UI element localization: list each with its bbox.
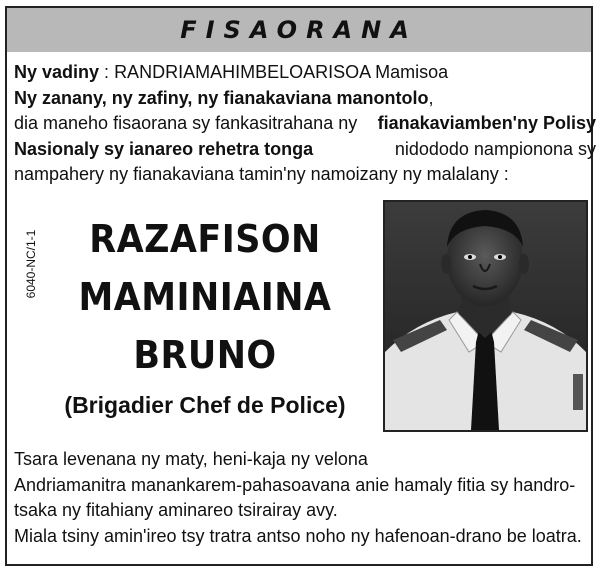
spouse-label: Ny vadiny [14,62,100,82]
deceased-rank: (Brigadier Chef de Police) [64,392,346,418]
closing-line-3: tsaka ny fitahiany aminareo tsirairay avy. [14,500,338,520]
intro-line-5: nampahery ny fianakaviana tamin'ny namoizany ny malalany : [14,164,509,184]
deceased-name-line-3: BRUNO [133,333,277,377]
deceased-name-line-1: RAZAFISON [89,217,321,261]
deceased-name-line-2: MAMINIAINA [78,275,332,319]
intro-line-4 [14,137,596,163]
intro-line-2 [14,86,596,112]
deceased-block [30,210,380,419]
closing-line-2: Andriamanitra manankarem-pahasoavana anie hamaly fitia sy handro- [14,474,576,495]
header-title: FISAORANA [180,16,418,44]
attendees-text: Nasionaly sy ianareo rehetra tonga [14,138,314,159]
deceased-portrait-photo [383,200,588,432]
closing-line-1: Tsara levenana ny maty, heni-kaja ny velona [14,449,368,469]
portrait-illustration [385,202,586,430]
closing-text [14,447,596,549]
spouse-name: RANDRIAMAHIMBELOARISOA Mamisoa [114,62,449,82]
family-label: Ny zanany, ny zafiny, ny fianakaviana manontolo [14,87,429,108]
intro-line-3 [14,111,596,137]
family-comma: , [428,87,434,108]
header-banner [7,8,591,52]
thanks-text-a: dia maneho fisaorana sy fankasitrahana ny [14,113,358,133]
closing-line-4: Miala tsiny amin'ireo tsy tratra antso noho ny hafenoan-drano be loatra. [14,525,582,546]
police-family-text: fianakaviamben'ny Polisy [377,113,596,133]
intro-text [14,60,596,188]
intro-line-1 [14,60,596,86]
reference-text: 6040-NC/1-1 [24,229,38,299]
spouse-separator: : [99,62,115,82]
thanks-text-b: nidododo nampionona sy [394,138,596,159]
